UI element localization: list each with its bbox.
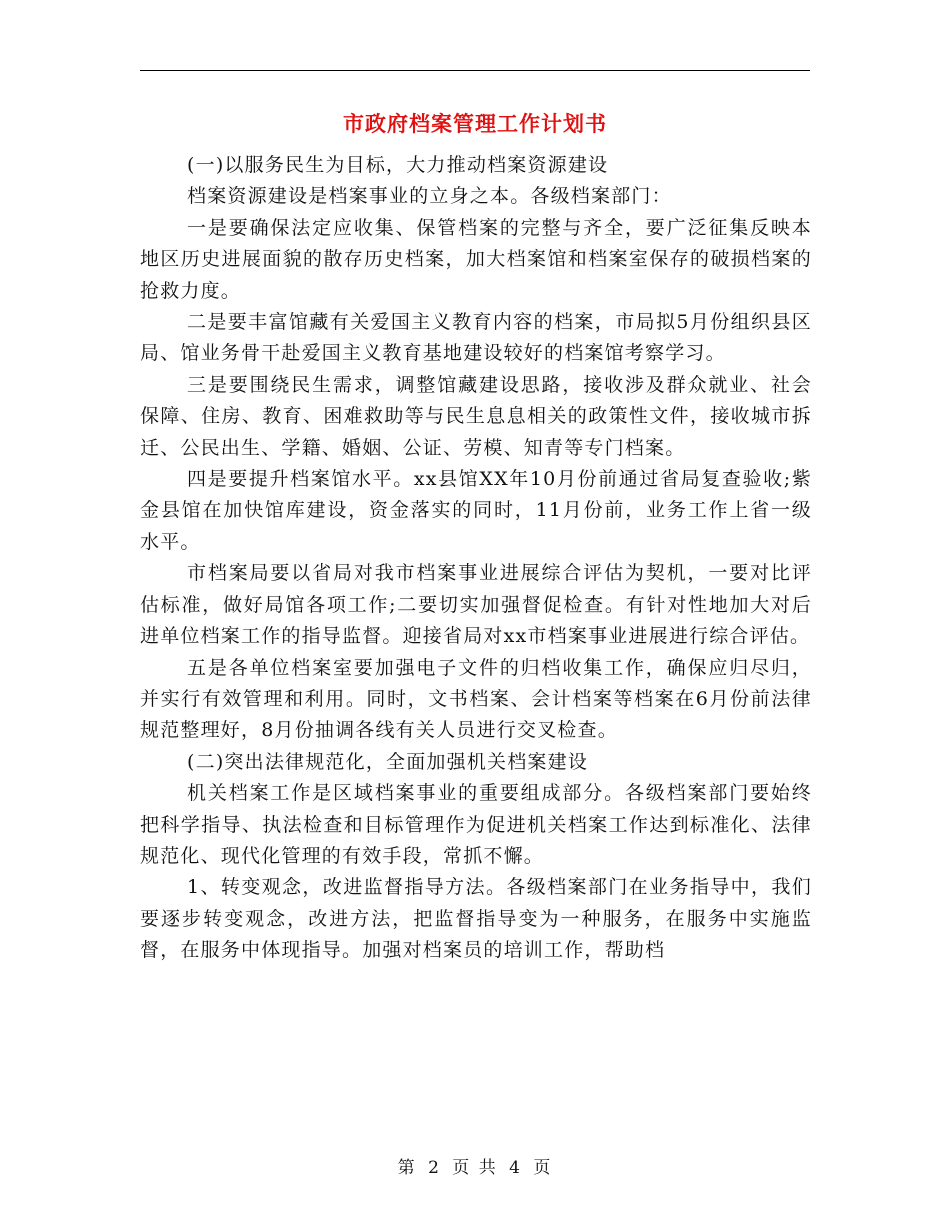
footer-page-number: 2 xyxy=(428,1158,441,1178)
paragraph-item-1: 一是要确保法定应收集、保管档案的完整与齐全，要广泛征集反映本地区历史进展面貌的散存历史档案，加大档案馆和档案室保存的破损档案的抢救力度。 xyxy=(140,216,812,302)
document-title: 市政府档案管理工作计划书 xyxy=(343,111,607,136)
paragraph-intro: 档案资源建设是档案事业的立身之本。各级档案部门： xyxy=(187,185,672,208)
footer-mid: 页 共 xyxy=(452,1158,498,1178)
paragraph-item-4: 四是要提升档案馆水平。xx县馆XX年10月份前通过省局复查验收;紫金县馆在加快馆库建设，资金落实的同时，11月份前，业务工作上省一级水平。 xyxy=(140,468,812,553)
paragraph-item-2: 二是要丰富馆藏有关爱国主义教育内容的档案，市局拟5月份组织县区局、馆业务骨干赴爱国主义教育基地建设较好的档案馆考察学习。 xyxy=(140,311,812,365)
paragraph-agency-archives: 机关档案工作是区域档案事业的重要组成部分。各级档案部门要始终把科学指导、执法检查和目标管理作为促进机关档案工作达到标准化、法律规范化、现代化管理的有效手段，常抓不懈。 xyxy=(140,782,812,867)
footer-suffix: 页 xyxy=(533,1158,553,1178)
section-heading-2: (二)突出法律规范化，全面加强机关档案建设 xyxy=(187,750,589,773)
page-footer xyxy=(0,1153,950,1178)
footer-page-total: 4 xyxy=(509,1158,522,1178)
paragraph-evaluation: 市档案局要以省局对我市档案事业进展综合评估为契机，一要对比评估标准，做好局馆各项工作;二要切实加强督促检查。有针对性地加大对后进单位档案工作的指导监督。迎接省局对xx市档案事业进展进行综合评估。 xyxy=(140,562,812,648)
footer-prefix: 第 xyxy=(397,1158,417,1178)
document-body xyxy=(140,150,812,967)
paragraph-point-1: 1、转变观念，改进监督指导方法。各级档案部门在业务指导中，我们要逐步转变观念，改进方法，把监督指导变为一种服务，在服务中实施监督，在服务中体现指导。加强对档案员的培训工作，帮助档 xyxy=(140,876,812,962)
paragraph-item-5: 五是各单位档案室要加强电子文件的归档收集工作，确保应归尽归，并实行有效管理和利用。同时，文书档案、会计档案等档案在6月份前法律规范整理好，8月份抽调各线有关人员进行交叉检查。 xyxy=(140,656,812,742)
paragraph-item-3: 三是要围绕民生需求，调整馆藏建设思路，接收涉及群众就业、社会保障、住房、教育、困难救助等与民生息息相关的政策性文件，接收城市拆迁、公民出生、学籍、婚姻、公证、劳模、知青等专门档案。 xyxy=(140,373,812,459)
header-rule xyxy=(140,70,810,71)
section-heading-1: (一)以服务民生为目标，大力推动档案资源建设 xyxy=(187,154,609,176)
